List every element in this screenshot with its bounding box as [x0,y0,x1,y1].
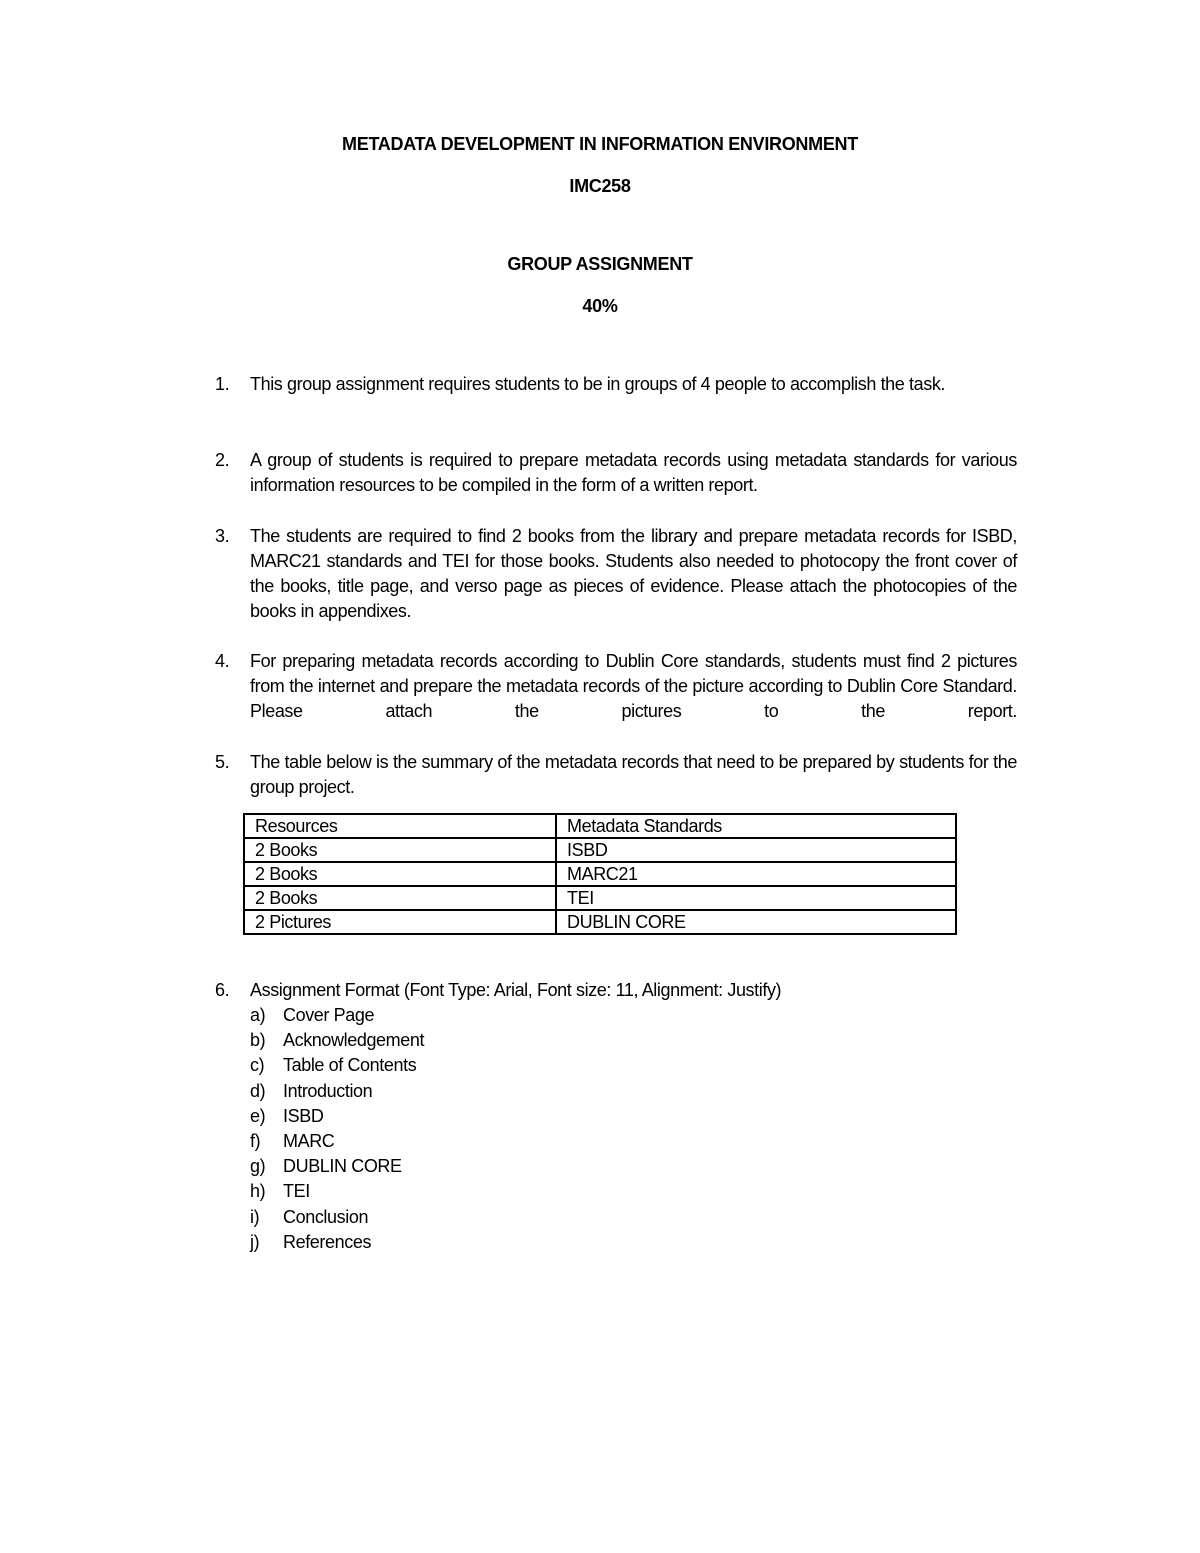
list-item-text: MARC [283,1130,335,1151]
list-item-text: References [283,1231,372,1252]
list-item-text: Introduction [283,1080,373,1101]
item-text: Assignment Format (Font Type: Arial, Font size: 11, Alignment: Justify) [250,980,782,1000]
item-number: 4. [215,651,230,671]
table-cell: ISBD [556,838,956,862]
list-item-label: c) [250,1055,265,1076]
item-text: This group assignment requires students to be in groups of 4 people to accomplish the task. [250,374,946,394]
instruction-item-2 [215,448,1017,498]
table-cell: TEI [556,886,956,910]
item-number: 6. [215,980,230,1000]
list-item-label: a) [250,1005,266,1025]
table-cell: 2 Books [244,886,556,910]
table-row [244,910,956,934]
list-item-text: ISBD [283,1105,324,1126]
instruction-item-4 [215,649,1017,724]
item-text: For preparing metadata records according to Dublin Core standards, students must find 2 pictures from the internet and prepare the metadata records of the picture according to Dublin Core Standard. Please attach the pictures to the report. [250,651,1017,721]
assignment-type: GROUP ASSIGNMENT [507,254,693,274]
list-item-label: j) [250,1231,260,1252]
metadata-summary-table [243,813,957,935]
table-header-cell: Metadata Standards [556,814,956,838]
table-header-row [244,814,956,838]
course-code: IMC258 [569,176,631,196]
item-text: The students are required to find 2 books from the library and prepare metadata records for ISBD, MARC21 standards and TEI for those books. Students also needed to photocopy the front cover of the books, title page, and verso page as pieces of evidence. Please attach the photocopies of the books in appendixes. [250,526,1017,621]
item-number: 2. [215,450,230,470]
table-cell: 2 Books [244,862,556,886]
assignment-weight: 40% [582,296,618,316]
table-cell: 2 Pictures [244,910,556,934]
instruction-item-3 [215,524,1017,624]
item-number: 5. [215,752,230,772]
list-item-text: Conclusion [283,1206,369,1227]
item-number: 3. [215,526,230,546]
list-item-label: b) [250,1030,266,1051]
instruction-item-6 [215,978,1017,1003]
table-cell: DUBLIN CORE [556,910,956,934]
list-item-text: DUBLIN CORE [283,1156,402,1177]
list-item-label: d) [250,1080,266,1101]
list-item-label: i) [250,1206,260,1227]
list-item-label: g) [250,1156,266,1177]
instruction-item-1 [215,372,1017,397]
table-row [244,838,956,862]
list-item-label: h) [250,1181,266,1202]
table-cell: MARC21 [556,862,956,886]
item-text: The table below is the summary of the metadata records that need to be prepared by students for the group project. [250,752,1017,797]
list-item-text: Acknowledgement [283,1030,425,1051]
list-item-label: e) [250,1105,266,1126]
list-item-text: Table of Contents [283,1055,417,1076]
table-cell: 2 Books [244,838,556,862]
table-row [244,862,956,886]
list-item-text: Cover Page [283,1005,375,1025]
item-number: 1. [215,374,230,394]
item-text: A group of students is required to prepare metadata records using metadata standards for various information resources to be compiled in the form of a written report. [250,450,1017,495]
list-item-label: f) [250,1130,261,1151]
instruction-item-5 [215,750,1017,800]
list-item-text: TEI [283,1181,310,1202]
table-header-cell: Resources [244,814,556,838]
document-title: METADATA DEVELOPMENT IN INFORMATION ENVIRONMENT [342,134,858,154]
table-row [244,886,956,910]
